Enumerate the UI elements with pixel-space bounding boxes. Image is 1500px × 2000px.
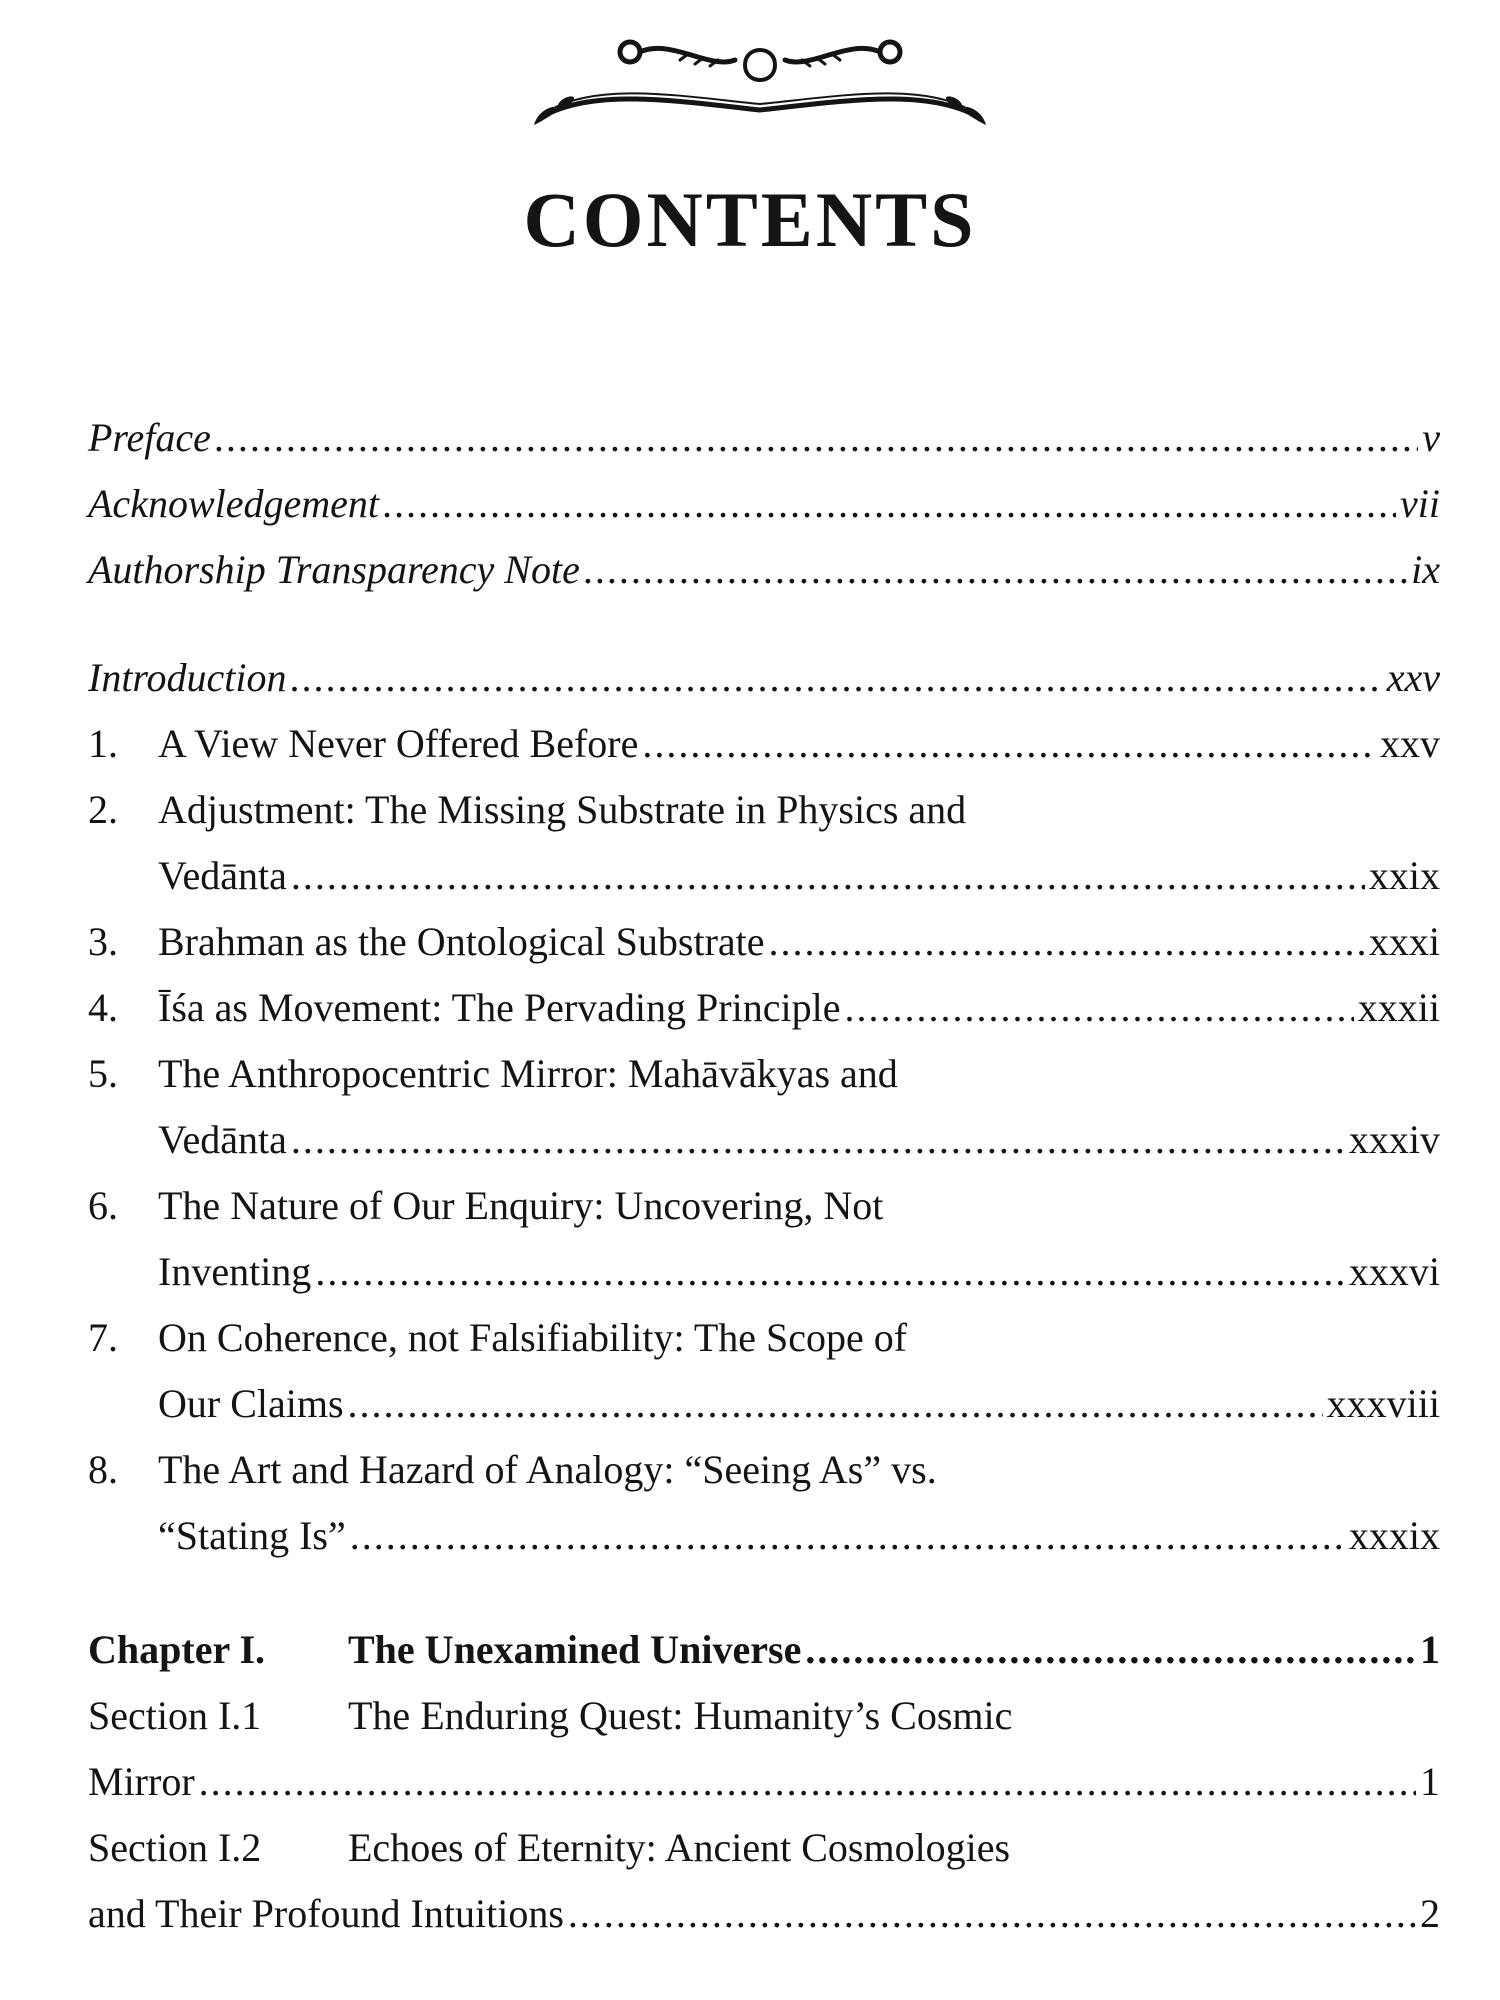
toc-entry-intro-1[interactable]	[88, 711, 1440, 777]
toc-entry-acknowledgement[interactable]	[88, 471, 1440, 537]
entry-title-cont: Vedānta	[158, 1117, 287, 1162]
entry-number: 2.	[88, 787, 118, 832]
toc-entry-intro-8[interactable]	[88, 1437, 1440, 1503]
page-number: xxv	[1386, 655, 1440, 700]
page-number: xxxiv	[1348, 1117, 1440, 1162]
dot-leader	[769, 909, 1365, 975]
toc-entry-introduction[interactable]	[88, 645, 1440, 711]
chapter-label: Chapter I.	[88, 1627, 266, 1672]
entry-title-cont: Vedānta	[158, 853, 287, 898]
dot-leader	[584, 537, 1407, 603]
decorative-flourish	[520, 30, 1000, 140]
toc-entry-section-1-1[interactable]	[88, 1683, 1440, 1749]
toc-entry-intro-5-cont[interactable]	[88, 1107, 1440, 1173]
dot-leader	[642, 711, 1376, 777]
entry-title: The Anthropocentric Mirror: Mahāvākyas and	[158, 1051, 898, 1096]
dot-leader	[291, 645, 1383, 711]
entry-title: Īśa as Movement: The Pervading Principle	[158, 985, 841, 1030]
toc-entry-intro-6-cont[interactable]	[88, 1239, 1440, 1305]
page-number: xxxii	[1357, 985, 1440, 1030]
toc-entry-intro-5[interactable]	[88, 1041, 1440, 1107]
toc-entry-intro-8-cont[interactable]	[88, 1503, 1440, 1569]
dot-leader	[348, 1371, 1323, 1437]
page-title: CONTENTS	[523, 176, 977, 263]
table-of-contents	[88, 405, 1440, 1947]
page-number: ix	[1411, 547, 1440, 592]
entry-title: The Art and Hazard of Analogy: “Seeing As” vs.	[158, 1447, 937, 1492]
page-number: xxxvi	[1348, 1249, 1440, 1294]
entry-title-cont: Mirror	[88, 1759, 195, 1804]
page-number: 1	[1420, 1627, 1440, 1672]
page-number: 2	[1420, 1891, 1440, 1936]
entry-number: 6.	[88, 1183, 118, 1228]
dot-leader	[291, 843, 1365, 909]
entry-title: The Nature of Our Enquiry: Uncovering, Not	[158, 1183, 884, 1228]
page-number: vii	[1400, 481, 1440, 526]
toc-entry-intro-7-cont[interactable]	[88, 1371, 1440, 1437]
entry-title: Preface	[88, 415, 211, 460]
toc-entry-section-1-1-cont[interactable]	[88, 1749, 1440, 1815]
toc-entry-chapter-1[interactable]	[88, 1617, 1440, 1683]
dot-leader	[315, 1239, 1345, 1305]
section-label: Section I.1	[88, 1693, 262, 1738]
toc-entry-section-1-2-cont[interactable]	[88, 1881, 1440, 1947]
dot-leader	[844, 975, 1353, 1041]
entry-number: 4.	[88, 985, 118, 1030]
dot-leader	[291, 1107, 1345, 1173]
toc-entry-intro-4[interactable]	[88, 975, 1440, 1041]
toc-entry-intro-6[interactable]	[88, 1173, 1440, 1239]
page-number: 1	[1420, 1759, 1440, 1804]
dot-leader	[350, 1503, 1345, 1569]
entry-number: 8.	[88, 1447, 118, 1492]
entry-title: Authorship Transparency Note	[88, 547, 580, 592]
entry-number: 3.	[88, 919, 118, 964]
entry-title: Echoes of Eternity: Ancient Cosmologies	[348, 1825, 1011, 1870]
dot-leader	[199, 1749, 1416, 1815]
entry-number: 5.	[88, 1051, 118, 1096]
entry-title-cont: Inventing	[158, 1249, 312, 1294]
entry-title: The Unexamined Universe	[348, 1627, 802, 1672]
dot-leader	[805, 1617, 1416, 1683]
toc-entry-intro-3[interactable]	[88, 909, 1440, 975]
toc-entry-authorship-note[interactable]	[88, 537, 1440, 603]
entry-title: On Coherence, not Falsifiability: The Scope of	[158, 1315, 908, 1360]
entry-title: Introduction	[88, 655, 287, 700]
page-number: xxix	[1368, 853, 1440, 898]
toc-entry-intro-2-cont[interactable]	[88, 843, 1440, 909]
page-number: v	[1422, 415, 1440, 460]
entry-title: The Enduring Quest: Humanity’s Cosmic	[348, 1693, 1013, 1738]
dot-leader	[383, 471, 1396, 537]
dot-leader	[568, 1881, 1416, 1947]
entry-title-cont: Our Claims	[158, 1381, 344, 1426]
section-label: Section I.2	[88, 1825, 262, 1870]
toc-entry-intro-7[interactable]	[88, 1305, 1440, 1371]
entry-title: A View Never Offered Before	[158, 721, 639, 766]
dot-leader	[215, 405, 1418, 471]
page-number: xxxi	[1368, 919, 1440, 964]
toc-entry-preface[interactable]	[88, 405, 1440, 471]
entry-title: Brahman as the Ontological Substrate	[158, 919, 765, 964]
entry-title: Acknowledgement	[88, 481, 379, 526]
entry-number: 1.	[88, 721, 118, 766]
page-number: xxv	[1380, 721, 1440, 766]
toc-entry-section-1-2[interactable]	[88, 1815, 1440, 1881]
entry-title: Adjustment: The Missing Substrate in Physics and	[158, 787, 967, 832]
toc-entry-intro-2[interactable]	[88, 777, 1440, 843]
page-number: xxxix	[1348, 1513, 1440, 1558]
page-number: xxxviii	[1326, 1381, 1440, 1426]
entry-title-cont: and Their Profound Intuitions	[88, 1891, 564, 1936]
entry-title-cont: “Stating Is”	[158, 1513, 346, 1558]
entry-number: 7.	[88, 1315, 118, 1360]
